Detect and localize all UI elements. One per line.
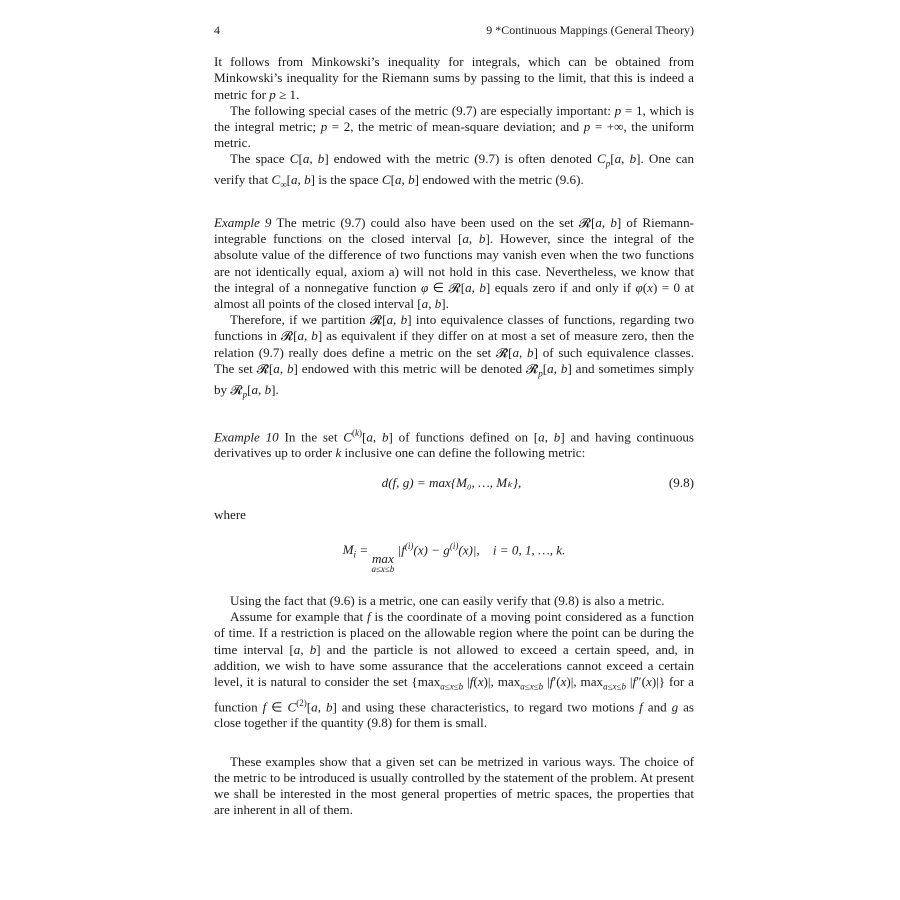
max-subscript: a≤x≤b	[371, 564, 395, 575]
paragraph-minkowski: It follows from Minkowski’s inequality for integrals, which can be obtained from Minkowski’s inequality for the Riemann sums by passing to the limit, that this is indeed a metric for p ≥ 1.	[214, 54, 694, 102]
paragraph-equivalence: Therefore, if we partition 𝓡[a, b] into equivalence classes of functions, regarding two functions in 𝓡[a, b] as equivalent if they differ on at most a set of measure zero, then the relation (9.7) really does define a metric on the set 𝓡̃[a, b] of such equivalence classes. The set 𝓡̃[a, b] endowed with this metric will be denoted $𝓡̃_p[a$, b] and sometimes simply by 𝓡$_p$[a, b].	[214, 312, 695, 400]
max-operator: max a≤x≤b	[371, 551, 395, 575]
equation-number: (9.8)	[668, 475, 694, 491]
example9-label: Example 9	[214, 215, 272, 231]
running-header	[214, 22, 694, 38]
page-number: 4	[214, 23, 220, 37]
equation-mi: $M_i$ = max a≤x≤b $|f^{(i)}(x) - g^{(i)}(x)|$, i = 0, 1, …, k.	[342, 540, 566, 575]
paragraph-cp-space: The space C[a, b] endowed with the metric (9.7) is often denoted $C_p[a$, b]. One can verify that $C_\infty[a$, b] is the space C[a, b] endowed with the metric (9.6).	[214, 151, 695, 190]
paragraph-special-cases: The following special cases of the metric (9.7) are especially important: p = 1, which is the integral metric; p = 2, the metric of mean-square deviation; and p = +∞, the uniform metric.	[214, 102, 695, 151]
running-title: 9 *Continuous Mappings (General Theory)	[486, 23, 694, 37]
paragraph-example10: Example 10 In the set $C^{(k)}[a$, b] of functions defined on [a, b] and having continuous derivatives up to order k inclusive one can define the following metric:	[214, 427, 695, 461]
where-label: where	[214, 507, 246, 523]
book-page	[214, 22, 694, 818]
example10-label: Example 10	[214, 428, 279, 444]
paragraph-conclusion: These examples show that a given set can be metrized in various ways. The choice of the metric to be introduced is usually controlled by the statement of the problem. At present we shall be interested in the most general properties of metric spaces, the properties that are inherent in all of them.	[214, 753, 694, 818]
paragraph-example9: Example 9 The metric (9.7) could also have been used on the set 𝓡[a, b] of Riemann-integrable functions on the closed interval [a, b]. However, since the integral of the absolute value of the difference of two functions may vanish even when the two functions are not identically equal, axiom a) will not hold in this case. Nevertheless, we know that the integral of a nonnegative function φ ∈ 𝓡[a, b] equals zero if and only if φ(x) = 0 at almost all points of the closed interval [a, b].	[214, 215, 695, 312]
paragraph-using-fact: Using the fact that (9.6) is a metric, one can easily verify that (9.8) is also a metric.	[230, 593, 665, 609]
paragraph-moving-point: Assume for example that f is the coordinate of a moving point considered as a function of time. If a restriction is placed on the allowable region where the point can be during the time interval [a, b] and the particle is not allowed to exceed a certain speed, and, in addition, we wish to have some assurance that the accelerations cannot exceed a certain level, it is natural to consider the set {$\max_{a\le x\le b}$ |f(x)|, $\max_{a\le x\le b} |f'(x)|$, $\max_{a\le x\le b} |f''(x)|$} for a function f ∈ $C^{(2)}[a$, b] and using these characteristics, to regard two motions f and g as close together if the quantity (9.8) for them is small.	[214, 609, 695, 731]
equation-9-8	[214, 475, 694, 491]
equation-9-8-body: d(f, g) = max{M₀, …, Mₖ},	[381, 475, 522, 491]
